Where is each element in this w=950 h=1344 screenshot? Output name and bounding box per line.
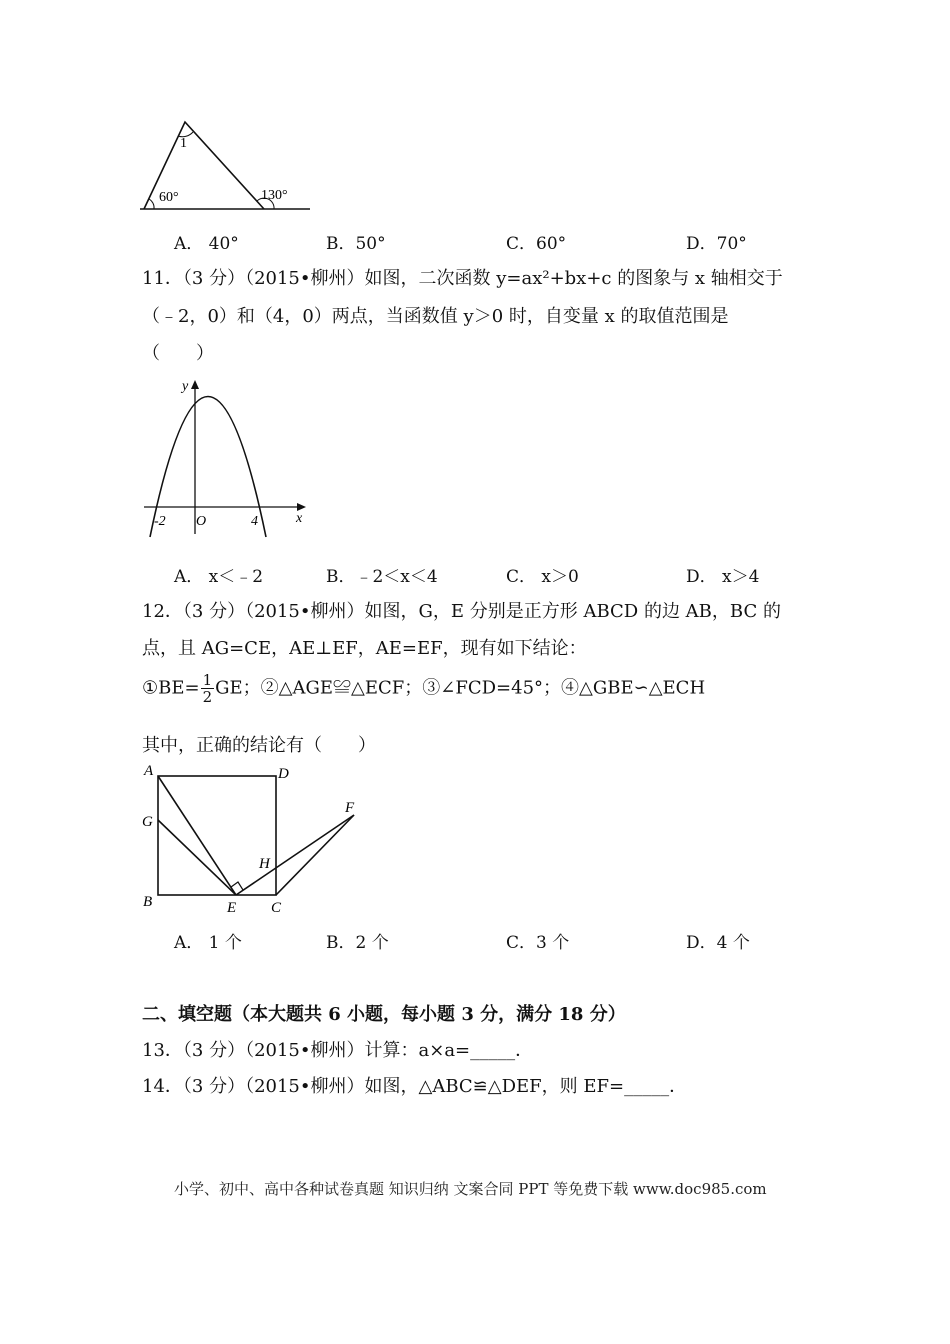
q12-conclusion-prefix: ①BE= [142, 677, 200, 699]
x-axis-label: x [296, 511, 303, 526]
x-axis-arrow-icon [297, 503, 306, 511]
q11-option-c: C． x＞0 [506, 567, 579, 587]
y-axis-arrow-icon [191, 380, 199, 389]
point-g-label: G [142, 814, 153, 830]
q12-stem-line4: 其中，正确的结论有（ ） [142, 735, 376, 756]
triangle-figure [140, 115, 315, 215]
vertex-b-label: B [143, 894, 153, 910]
vertex-c-label: C [271, 900, 282, 916]
point-f-label: F [345, 800, 355, 816]
origin-label: O [196, 514, 207, 529]
fraction-numerator: 1 [202, 671, 213, 689]
segment-ae [158, 776, 236, 895]
fraction-denominator: 2 [202, 688, 213, 706]
angle-130-label: 130° [261, 188, 288, 203]
root-right-label: 4 [251, 514, 258, 529]
root-left-label: -2 [154, 514, 166, 529]
q11-option-a: A． x＜﹣2 [174, 567, 264, 587]
q12-option-d: D．4 个 [686, 933, 750, 953]
q12-option-b: B．2 个 [326, 933, 389, 953]
square-figure [138, 760, 368, 920]
q13-stem: 13．（3 分）（2015•柳州）计算：a×a=_____． [142, 1040, 534, 1061]
q10-option-d: D．70° [686, 234, 747, 254]
point-e-label: E [227, 900, 237, 916]
q11-stem-line1: 11．（3 分）（2015•柳州）如图，二次函数 y=ax²+bx+c 的图象与 x 轴相交于 [142, 268, 783, 289]
parabola-curve [150, 397, 266, 538]
segment-ge [158, 820, 236, 895]
q11-stem-line3: （ ） [142, 343, 214, 364]
q12-stem-line1: 12．（3 分）（2015•柳州）如图，G，E 分别是正方形 ABCD 的边 AB，BC 的 [142, 601, 781, 622]
angle-60-label: 60° [159, 190, 179, 205]
q10-option-c: C．60° [506, 234, 567, 254]
parabola-graph [140, 372, 315, 540]
q11-option-b: B．﹣2＜x＜4 [326, 567, 438, 587]
point-h-label: H [259, 856, 270, 872]
q10-option-b: B．50° [326, 234, 386, 254]
q12-conclusion-rest: GE；②△AGE≌△ECF；③∠FCD=45°；④△GBE∽△ECH [215, 677, 706, 699]
page-footer: 小学、初中、高中各种试卷真题 知识归纳 文案合同 PPT 等免费下载 www.doc985.com [174, 1180, 767, 1198]
vertex-a-label: A [144, 763, 154, 779]
q10-option-a: A． 40° [174, 234, 239, 254]
q12-conclusions [142, 672, 705, 705]
q11-stem-line2: （﹣2，0）和（4，0）两点，当函数值 y＞0 时，自变量 x 的取值范围是 [142, 306, 729, 327]
q12-option-c: C．3 个 [506, 933, 570, 953]
section-heading: 二、填空题（本大题共 6 小题，每小题 3 分，满分 18 分） [142, 1004, 626, 1025]
y-axis-label: y [182, 379, 189, 394]
segment-ef [236, 815, 354, 895]
q11-option-d: D． x＞4 [686, 567, 760, 587]
fraction [201, 672, 215, 705]
q12-option-a: A． 1 个 [174, 933, 242, 953]
q12-stem-line2: 点，且 AG=CE，AE⊥EF，AE=EF，现有如下结论： [142, 638, 587, 659]
q14-stem: 14．（3 分）（2015•柳州）如图，△ABC≌△DEF，则 EF=_____． [142, 1076, 688, 1097]
vertex-d-label: D [278, 766, 289, 782]
angle-1-label: 1 [180, 136, 187, 151]
segment-cf [276, 815, 354, 895]
